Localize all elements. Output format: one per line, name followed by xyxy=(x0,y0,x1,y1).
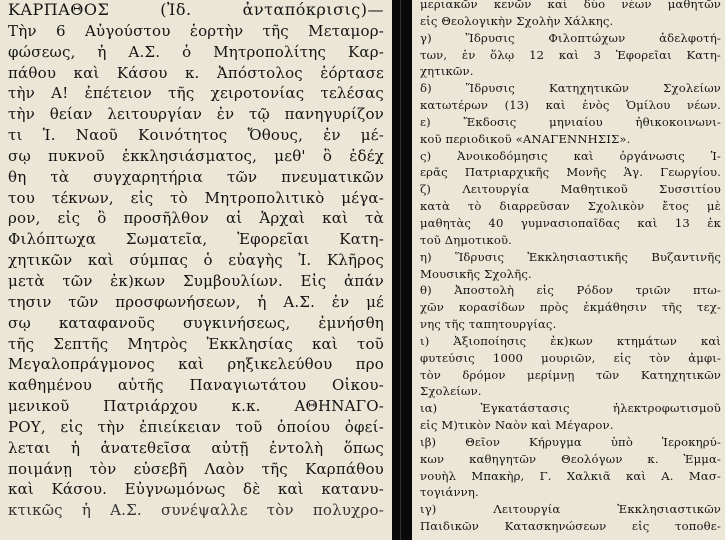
article-heading: ΚΑΡΠΑΘΟΣ (Ἰδ. ἀνταπόκρισις)— xyxy=(8,0,384,19)
article-line: ποιμάνῃ τὸν εὐσεβῆ Λαὸν τῆς Καρπάθου xyxy=(8,459,384,478)
list-line: κοῦ περιοδικοῦ «ΑΝΑΓΕΝΝΗΣΙΣ». xyxy=(420,131,631,146)
list-line: δ) Ἵδρυσις Κατηχητικῶν Σχολείων xyxy=(420,81,721,96)
list-line: η) Ἵδρυσις Ἐκκλησιαστικῆς Βυζαντινῆς xyxy=(420,249,721,264)
list-line: χητικῶν. xyxy=(420,64,474,79)
list-line: θ) Ἀποστολὴ εἰς Ρόδον τριῶν πτω- xyxy=(420,283,721,298)
list-line: τοῦ Δημοτικοῦ. xyxy=(420,232,512,247)
article-line: τι Ἰ. Ναοῦ Κοινότητος Ὄθους, ἐν μέ- xyxy=(8,126,384,145)
list-line: μεριακῶν κενῶν καὶ δύο νέων μαθητῶν xyxy=(420,0,721,11)
article-line: τὴν θείαν λειτουργίαν ἐν τῷ πανηγυρίζον xyxy=(8,105,384,124)
list-line: κων καθηγητῶν Θεολόγων κ. Ἐμμα- xyxy=(420,451,721,466)
list-line: νης τῆς ταπητουργίας. xyxy=(420,317,557,332)
article-line: του τέκνων, εἰς τὸ Μητροπολιτικὸ μέγα- xyxy=(8,188,384,207)
list-line: ε) Ἔκδοσις μηνιαίου ἠθικοκοινωνι- xyxy=(420,114,721,129)
list-line: γ) Ἵδρυσις Φιλοπτώχων ἀδελφοτή- xyxy=(420,30,721,45)
article-line: ΡΟΥ, εἰς τὴν ἐπιείκειαν τοῦ ὁποίου ὀφεί- xyxy=(8,417,384,436)
article-line: κτικῶς ἡ Α.Σ. συνέψαλλε τὸν πολυχρο- xyxy=(8,501,384,520)
list-line: Μουσικῆς Σχολῆς. xyxy=(420,266,532,281)
list-line: ιβ) Θεῖον Κήρυγμα ὑπὸ Ἱεροκηρύ- xyxy=(420,434,721,449)
article-line: καὶ Κάσου. Εὐγνωμόνως δὲ καὶ κατανυ- xyxy=(8,480,384,499)
list-line: Παιδικῶν Κατασκηνώσεων εἰς τοποθε- xyxy=(420,519,721,534)
list-line: φυτεύσις 1000 μουριῶν, εἰς τὸν ἀμφι- xyxy=(420,350,721,365)
article-line: τὴν Α! ἐπέτειον τῆς χειροτονίας τελέσας xyxy=(8,84,384,103)
list-line: ερᾶς Πατριαρχικῆς Μονῆς Ἁγ. Γεωργίου. xyxy=(420,165,721,180)
list-line: εἰς Θεολογικὴν Σχολὴν Χάλκης. xyxy=(420,13,614,28)
article-line: πάθου καὶ Κάσου κ. Ἀπόστολος ἑόρτασε xyxy=(8,63,384,82)
article-line: λεται ἡ ἀνατεθεῖσα αὐτῇ ἐντολὴ ὅπως xyxy=(8,438,384,457)
list-line: τογιάννη. xyxy=(420,485,479,500)
article-line: χητικῶν καὶ σύμπας ὁ εὐαγὴς Ἰ. Κλῆρος xyxy=(8,251,384,270)
article-line: τησιν τῶν προσφωνήσεων, ἡ Α.Σ. ἐν μέ xyxy=(8,292,384,311)
list-line: νουὴλ Μπακὴρ, Γ. Χαλκιᾶ καὶ Α. Μασ- xyxy=(420,468,721,483)
list-line: ια) Ἐγκατάστασις ἠλεκτροφωτισμοῦ xyxy=(420,401,721,416)
right-article-column xyxy=(412,0,725,540)
list-line: μαθητὰς 40 γυμνασιοπαῖδας καὶ 13 ἐκ xyxy=(420,215,721,230)
list-line: χῶν κορασίδων πρὸς ἐκμάθησιν τῆς τεχ- xyxy=(420,300,721,315)
list-line: τὸν δρόμον μερίμνῃ τῶν Κατηχητικῶν xyxy=(420,367,721,382)
article-line: σῳ πυκνοῦ ἐκκλησιάσματος, μεθ' ὃ ἐδέχ xyxy=(8,146,384,165)
column-gutter xyxy=(392,0,412,540)
list-line: εἰς Μ)τικὸν Ναὸν καὶ Μέγαρον. xyxy=(420,418,614,433)
article-line: σῳ καταφανοῦς συγκινήσεως, ἐμνήσθη xyxy=(8,313,384,332)
list-line: ζ) Λειτουργία Μαθητικοῦ Συσσιτίου xyxy=(420,182,721,197)
list-line: κατὰ τὸ διαρρεῦσαν Σχολικὸν ἔτος μὲ xyxy=(420,199,721,214)
article-line: καθημένου αὐτῆς Παναγιωτάτου Οἰκου- xyxy=(8,376,384,395)
article-line: ρον, εἰς ὃ προσῆλθον αἱ Ἀρχαὶ καὶ τὰ xyxy=(8,209,384,228)
article-line: μενικοῦ Πατριάρχου κ.κ. ΑΘΗΝΑΓΟ- xyxy=(8,397,384,416)
list-line: Σχολείων. xyxy=(420,384,482,399)
article-line: μετὰ τῶν ἐκ)κων Συμβουλίων. Εἰς ἀπάν xyxy=(8,271,384,290)
list-line: ιγ) Λειτουργία Ἐκκλησιαστικῶν xyxy=(420,502,721,517)
list-line: ι) Ἀξιοποίησις ἐκ)κων κτημάτων καὶ xyxy=(420,333,721,348)
article-line: Φιλόπτωχα Σωματεῖα, Ἐφορεῖαι Κατη- xyxy=(8,230,384,249)
article-line: τῆς Σεπτῆς Μητρὸς Ἐκκλησίας καὶ τοῦ xyxy=(8,334,384,353)
article-line: Τὴν 6 Αὐγούστου ἑορτὴν τῆς Μεταμορ- xyxy=(8,21,384,40)
list-line: ς) Ἀνοικοδόμησις καὶ ὀργάνωσις Ἰ- xyxy=(420,148,721,163)
list-line: των, ἐν ὅλῳ 12 καὶ 3 Ἐφορεῖαι Κατη- xyxy=(420,47,721,62)
list-line: κατωτέρων (13) καὶ ἑνὸς Ὁμίλου νέων. xyxy=(420,98,721,113)
article-line: φώσεως, ἡ Α.Σ. ὁ Μητροπολίτης Καρ- xyxy=(8,42,384,61)
article-line: θη τὰ συγχαρητήρια τῶν πνευματικῶν xyxy=(8,167,384,186)
article-line: Μεγαλοπράγμονος καὶ ρηξικελεύθου προ xyxy=(8,355,384,374)
